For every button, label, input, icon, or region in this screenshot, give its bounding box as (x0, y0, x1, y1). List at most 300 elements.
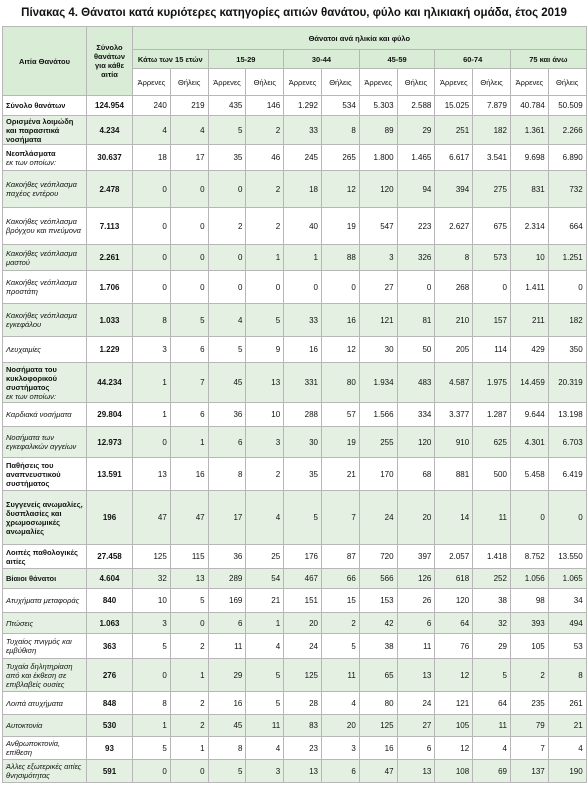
table-row (3, 659, 587, 692)
row-value: 1.465 (397, 145, 435, 171)
row-value: 23 (284, 737, 322, 760)
row-value: 4.587 (435, 363, 473, 403)
row-value: 4 (246, 737, 284, 760)
row-value: 5 (133, 634, 171, 659)
row-value: 21 (246, 589, 284, 613)
row-value: 24 (284, 634, 322, 659)
cause-name: Κακοήθες νεόπλασμα παχέος εντέρου (6, 180, 77, 198)
row-value: 80 (321, 363, 359, 403)
row-value: 2 (170, 634, 208, 659)
row-value: 13 (397, 659, 435, 692)
row-value: 1 (170, 427, 208, 458)
row-value: 6 (321, 760, 359, 783)
row-value: 334 (397, 403, 435, 427)
row-value: 2.588 (397, 96, 435, 116)
row-value: 83 (284, 715, 322, 737)
row-value: 881 (435, 458, 473, 491)
row-value: 125 (133, 545, 171, 569)
row-value: 5 (284, 491, 322, 545)
row-value: 4 (548, 737, 586, 760)
row-value: 108 (435, 760, 473, 783)
row-value: 7 (170, 363, 208, 403)
row-value: 5 (246, 304, 284, 337)
cause-name: Βίαιοι θάνατοι (6, 574, 57, 583)
table-row (3, 613, 587, 634)
row-value: 9.644 (510, 403, 548, 427)
row-total: 530 (87, 715, 133, 737)
row-value: 235 (510, 692, 548, 715)
row-value: 137 (510, 760, 548, 783)
row-value: 625 (473, 427, 511, 458)
row-value: 0 (133, 245, 171, 271)
row-cause-label (3, 569, 87, 589)
row-value: 15.025 (435, 96, 473, 116)
row-value: 120 (359, 171, 397, 208)
header-male: Άρρενες (208, 69, 246, 96)
row-value: 394 (435, 171, 473, 208)
row-value: 153 (359, 589, 397, 613)
table-row (3, 171, 587, 208)
row-value: 326 (397, 245, 435, 271)
row-value: 121 (435, 692, 473, 715)
row-value: 275 (473, 171, 511, 208)
row-value: 57 (321, 403, 359, 427)
row-value: 28 (284, 692, 322, 715)
cause-name: Καρδιακά νοσήματα (6, 410, 72, 419)
row-value: 30 (359, 337, 397, 363)
row-cause-label (3, 458, 87, 491)
row-value: 12 (321, 337, 359, 363)
cause-name: Ατυχήματα μεταφοράς (6, 596, 80, 605)
row-total: 1.063 (87, 613, 133, 634)
row-value: 4 (246, 634, 284, 659)
row-value: 8 (133, 304, 171, 337)
row-value: 350 (548, 337, 586, 363)
row-value: 20 (397, 491, 435, 545)
row-value: 910 (435, 427, 473, 458)
row-total: 93 (87, 737, 133, 760)
row-value: 566 (359, 569, 397, 589)
row-value: 573 (473, 245, 511, 271)
row-total: 44.234 (87, 363, 133, 403)
table-row (3, 545, 587, 569)
row-value: 3 (246, 427, 284, 458)
row-value: 10 (510, 245, 548, 271)
row-value: 29 (397, 116, 435, 145)
row-value: 15 (321, 589, 359, 613)
header-male: Άρρενες (359, 69, 397, 96)
deaths-table (2, 26, 587, 783)
row-value: 0 (548, 491, 586, 545)
row-value: 5 (133, 737, 171, 760)
row-value: 0 (208, 271, 246, 304)
row-value: 45 (208, 715, 246, 737)
row-value: 11 (208, 634, 246, 659)
row-value: 16 (208, 692, 246, 715)
row-value: 8 (208, 458, 246, 491)
row-cause-label (3, 491, 87, 545)
cause-name: Τυχαία δηλητηρίαση από και έκθεση σε επιβλαβείς ουσίες (6, 661, 73, 689)
row-value: 0 (170, 271, 208, 304)
cause-name: Κακοήθες νεόπλασμα προστάτη (6, 278, 77, 296)
row-value: 0 (284, 271, 322, 304)
row-value: 125 (284, 659, 322, 692)
header-age-5: 75 και άνω (510, 50, 586, 69)
row-value: 65 (359, 659, 397, 692)
row-total: 363 (87, 634, 133, 659)
cause-name: Ορισμένα λοιμώδη και παρασιτικά νοσήματα (6, 116, 74, 144)
row-value: 105 (435, 715, 473, 737)
row-total: 124.954 (87, 96, 133, 116)
row-value: 7.879 (473, 96, 511, 116)
row-value: 19 (321, 208, 359, 245)
table-row (3, 363, 587, 403)
row-value: 25 (246, 545, 284, 569)
header-female: Θήλεις (473, 69, 511, 96)
row-value: 50.509 (548, 96, 586, 116)
row-value: 94 (397, 171, 435, 208)
header-age-1: 15-29 (208, 50, 284, 69)
row-value: 29 (208, 659, 246, 692)
row-cause-label (3, 116, 87, 145)
row-value: 0 (208, 171, 246, 208)
row-value: 13 (397, 760, 435, 783)
row-value: 182 (473, 116, 511, 145)
row-cause-label (3, 245, 87, 271)
row-value: 1.292 (284, 96, 322, 116)
table-row (3, 737, 587, 760)
row-value: 4 (170, 116, 208, 145)
table-row (3, 692, 587, 715)
row-value: 33 (284, 116, 322, 145)
row-value: 36 (208, 545, 246, 569)
row-value: 20.319 (548, 363, 586, 403)
row-cause-label (3, 337, 87, 363)
row-value: 0 (170, 613, 208, 634)
row-value: 210 (435, 304, 473, 337)
row-cause-label (3, 145, 87, 171)
row-total: 12.973 (87, 427, 133, 458)
row-value: 11 (473, 715, 511, 737)
row-total: 4.604 (87, 569, 133, 589)
row-value: 54 (246, 569, 284, 589)
row-value: 5 (208, 116, 246, 145)
row-value: 5 (473, 659, 511, 692)
row-value: 2 (246, 458, 284, 491)
row-cause-label (3, 363, 87, 403)
row-value: 1 (246, 613, 284, 634)
row-value: 114 (473, 337, 511, 363)
row-value: 24 (397, 692, 435, 715)
row-value: 8 (548, 659, 586, 692)
row-total: 196 (87, 491, 133, 545)
row-value: 26 (397, 589, 435, 613)
table-row (3, 245, 587, 271)
row-total: 13.591 (87, 458, 133, 491)
row-total: 27.458 (87, 545, 133, 569)
row-value: 13 (170, 569, 208, 589)
row-value: 0 (170, 208, 208, 245)
row-value: 50 (397, 337, 435, 363)
header-cause: Αιτία Θανάτου (3, 27, 87, 96)
row-cause-label (3, 613, 87, 634)
row-value: 1.056 (510, 569, 548, 589)
row-value: 245 (284, 145, 322, 171)
row-cause-label (3, 659, 87, 692)
row-value: 205 (435, 337, 473, 363)
row-value: 47 (170, 491, 208, 545)
row-cause-label (3, 545, 87, 569)
row-value: 1.361 (510, 116, 548, 145)
row-value: 42 (359, 613, 397, 634)
table-row (3, 96, 587, 116)
row-value: 1.975 (473, 363, 511, 403)
row-value: 35 (284, 458, 322, 491)
row-value: 289 (208, 569, 246, 589)
row-value: 4 (473, 737, 511, 760)
row-value: 664 (548, 208, 586, 245)
header-male: Άρρενες (133, 69, 171, 96)
cause-name: Λευχαιμίες (6, 345, 41, 354)
row-value: 1 (170, 659, 208, 692)
row-value: 68 (397, 458, 435, 491)
row-value: 2 (246, 116, 284, 145)
row-value: 2 (170, 715, 208, 737)
row-value: 0 (170, 760, 208, 783)
row-value: 76 (435, 634, 473, 659)
row-value: 3 (321, 737, 359, 760)
row-value: 69 (473, 760, 511, 783)
row-value: 157 (473, 304, 511, 337)
row-value: 64 (473, 692, 511, 715)
row-value: 219 (170, 96, 208, 116)
row-value: 3 (133, 337, 171, 363)
row-value: 1 (133, 403, 171, 427)
row-value: 32 (473, 613, 511, 634)
row-value: 47 (133, 491, 171, 545)
row-value: 547 (359, 208, 397, 245)
row-value: 18 (284, 171, 322, 208)
table-row (3, 271, 587, 304)
row-value: 11 (321, 659, 359, 692)
table-row (3, 569, 587, 589)
table-row (3, 403, 587, 427)
row-value: 7 (510, 737, 548, 760)
row-value: 11 (397, 634, 435, 659)
row-value: 4 (133, 116, 171, 145)
row-value: 4 (246, 491, 284, 545)
row-value: 40.784 (510, 96, 548, 116)
row-value: 24 (359, 491, 397, 545)
cause-name: Πτώσεις (6, 618, 34, 628)
row-value: 170 (359, 458, 397, 491)
row-value: 435 (208, 96, 246, 116)
table-row (3, 208, 587, 245)
row-value: 6 (397, 613, 435, 634)
row-value: 2.057 (435, 545, 473, 569)
row-value: 16 (359, 737, 397, 760)
row-value: 618 (435, 569, 473, 589)
row-value: 2 (510, 659, 548, 692)
row-value: 268 (435, 271, 473, 304)
row-value: 12 (435, 737, 473, 760)
row-value: 120 (397, 427, 435, 458)
row-value: 88 (321, 245, 359, 271)
row-value: 105 (510, 634, 548, 659)
row-value: 36 (208, 403, 246, 427)
row-value: 467 (284, 569, 322, 589)
row-value: 500 (473, 458, 511, 491)
header-female: Θήλεις (397, 69, 435, 96)
row-total: 591 (87, 760, 133, 783)
row-value: 1.418 (473, 545, 511, 569)
header-age-3: 45-59 (359, 50, 435, 69)
header-female: Θήλεις (548, 69, 586, 96)
row-value: 6 (397, 737, 435, 760)
row-total: 840 (87, 589, 133, 613)
row-value: 38 (359, 634, 397, 659)
row-value: 8.752 (510, 545, 548, 569)
row-value: 8 (435, 245, 473, 271)
row-cause-label (3, 403, 87, 427)
cause-name: Λοιπές παθολογικές αιτίες (6, 547, 78, 566)
row-value: 5 (208, 760, 246, 783)
row-cause-label (3, 304, 87, 337)
row-value: 7 (321, 491, 359, 545)
row-value: 98 (510, 589, 548, 613)
cause-subnote: εκ των οποίων: (6, 157, 56, 167)
row-value: 81 (397, 304, 435, 337)
header-male: Άρρενες (435, 69, 473, 96)
header-total: Σύνολο θανάτων για κάθε αιτία (87, 27, 133, 96)
row-cause-label (3, 692, 87, 715)
row-value: 17 (170, 145, 208, 171)
row-value: 1.566 (359, 403, 397, 427)
row-value: 5 (246, 659, 284, 692)
row-value: 0 (397, 271, 435, 304)
row-cause-label (3, 634, 87, 659)
row-value: 1.934 (359, 363, 397, 403)
row-value: 190 (548, 760, 586, 783)
row-value: 1.411 (510, 271, 548, 304)
row-total: 848 (87, 692, 133, 715)
table-row (3, 634, 587, 659)
row-cause-label (3, 208, 87, 245)
row-value: 5.458 (510, 458, 548, 491)
header-female: Θήλεις (321, 69, 359, 96)
table-row (3, 145, 587, 171)
row-value: 20 (321, 715, 359, 737)
row-value: 1.800 (359, 145, 397, 171)
row-value: 1 (170, 737, 208, 760)
row-value: 11 (246, 715, 284, 737)
row-value: 5.303 (359, 96, 397, 116)
row-value: 5 (170, 304, 208, 337)
table-row (3, 458, 587, 491)
row-value: 6 (170, 403, 208, 427)
row-value: 2 (208, 208, 246, 245)
row-value: 6.703 (548, 427, 586, 458)
row-value: 151 (284, 589, 322, 613)
table-row (3, 715, 587, 737)
cause-name: Νοσήματα των εγκεφαλικών αγγείων (6, 433, 77, 451)
row-value: 5 (208, 337, 246, 363)
row-value: 0 (133, 208, 171, 245)
row-value: 10 (246, 403, 284, 427)
cause-name: Συγγενείς ανωμαλίες, δυσπλασίες και χρωμοσωμικές ανωμαλίες (6, 499, 83, 536)
row-value: 397 (397, 545, 435, 569)
row-value: 8 (133, 692, 171, 715)
cause-name: Νοσήματα του κυκλοφορικού συστήματος (6, 364, 57, 392)
table-body (3, 96, 587, 783)
row-value: 126 (397, 569, 435, 589)
row-value: 0 (133, 659, 171, 692)
row-value: 21 (548, 715, 586, 737)
row-value: 64 (435, 613, 473, 634)
row-cause-label (3, 760, 87, 783)
row-value: 4 (321, 692, 359, 715)
table-row (3, 116, 587, 145)
row-value: 534 (321, 96, 359, 116)
row-total: 1.229 (87, 337, 133, 363)
row-value: 0 (133, 760, 171, 783)
row-value: 13.550 (548, 545, 586, 569)
row-value: 12 (321, 171, 359, 208)
row-value: 20 (284, 613, 322, 634)
row-value: 2 (246, 208, 284, 245)
row-value: 27 (397, 715, 435, 737)
row-value: 34 (548, 589, 586, 613)
row-value: 169 (208, 589, 246, 613)
row-value: 8 (321, 116, 359, 145)
row-cause-label (3, 271, 87, 304)
row-value: 675 (473, 208, 511, 245)
row-value: 13.198 (548, 403, 586, 427)
header-age-0: Κάτω των 15 ετών (133, 50, 209, 69)
row-value: 5 (321, 634, 359, 659)
row-value: 0 (133, 171, 171, 208)
row-value: 3.541 (473, 145, 511, 171)
row-value: 3.377 (435, 403, 473, 427)
row-value: 121 (359, 304, 397, 337)
row-cause-label (3, 96, 87, 116)
row-value: 732 (548, 171, 586, 208)
row-value: 0 (170, 171, 208, 208)
row-value: 255 (359, 427, 397, 458)
row-cause-label (3, 171, 87, 208)
row-value: 2.627 (435, 208, 473, 245)
row-cause-label (3, 427, 87, 458)
row-total: 2.261 (87, 245, 133, 271)
cause-name: Κακοήθες νεόπλασμα βρόγχου και πνεύμονα (6, 217, 81, 235)
row-total: 2.478 (87, 171, 133, 208)
cause-name: Κακοήθες νεόπλασμα εγκεφάλου (6, 311, 77, 329)
row-value: 6.890 (548, 145, 586, 171)
row-cause-label (3, 589, 87, 613)
row-value: 331 (284, 363, 322, 403)
row-value: 16 (170, 458, 208, 491)
row-value: 720 (359, 545, 397, 569)
header-female: Θήλεις (170, 69, 208, 96)
row-value: 146 (246, 96, 284, 116)
row-total: 1.706 (87, 271, 133, 304)
cause-name: Λοιπά ατυχήματα (6, 698, 63, 708)
row-value: 19 (321, 427, 359, 458)
row-value: 87 (321, 545, 359, 569)
row-value: 1.251 (548, 245, 586, 271)
row-value: 9 (246, 337, 284, 363)
row-value: 10 (133, 589, 171, 613)
